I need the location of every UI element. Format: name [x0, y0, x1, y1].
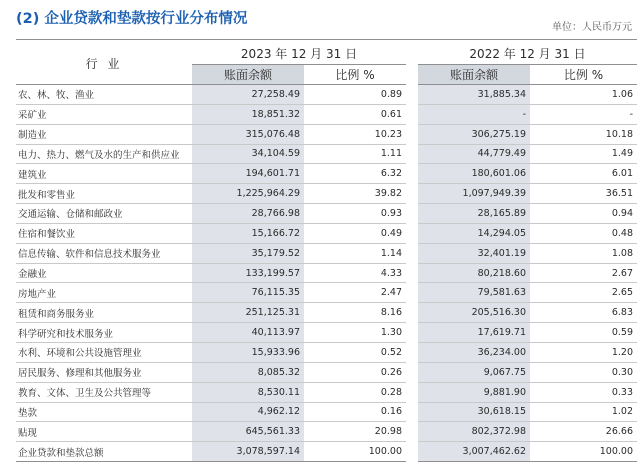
amount-2023-cell: 4,962.12: [192, 402, 304, 422]
ratio-2022-cell: 2.67: [530, 263, 637, 283]
industry-cell: 教育、文体、卫生及公共管理等: [16, 382, 192, 402]
table-row: [16, 144, 637, 164]
amount-2022-cell: -: [418, 104, 530, 124]
industry-cell: 贴现: [16, 422, 192, 442]
column-gap: [406, 124, 418, 144]
amount-2022-cell: 802,372.98: [418, 422, 530, 442]
table-row: [16, 243, 637, 263]
ratio-2023-header: 比例 %: [304, 65, 406, 85]
industry-cell: 制造业: [16, 124, 192, 144]
industry-cell: 垫款: [16, 402, 192, 422]
amount-2022-cell: 28,165.89: [418, 204, 530, 224]
ratio-2022-cell: 2.65: [530, 283, 637, 303]
table-row: [16, 362, 637, 382]
amount-2022-cell: 79,581.63: [418, 283, 530, 303]
ratio-2023-cell: 10.23: [304, 124, 406, 144]
industry-column-header: 行 业: [16, 43, 192, 85]
amount-2022-cell: 80,218.60: [418, 263, 530, 283]
ratio-2023-cell: 1.11: [304, 144, 406, 164]
industry-cell: 企业贷款和垫款总额: [16, 442, 192, 462]
ratio-2022-cell: 6.83: [530, 303, 637, 323]
ratio-2022-cell: 6.01: [530, 164, 637, 184]
ratio-2023-cell: 1.14: [304, 243, 406, 263]
amount-2023-cell: 8,530.11: [192, 382, 304, 402]
amount-2022-cell: 1,097,949.39: [418, 184, 530, 204]
amount-2023-cell: 35,179.52: [192, 243, 304, 263]
column-gap: [406, 422, 418, 442]
column-gap: [406, 164, 418, 184]
amount-2023-cell: 8,085.32: [192, 362, 304, 382]
period-2022-header: 2022 年 12 月 31 日: [418, 43, 637, 65]
ratio-2023-cell: 4.33: [304, 263, 406, 283]
column-gap: [406, 382, 418, 402]
ratio-2023-cell: 0.61: [304, 104, 406, 124]
industry-cell: 电力、热力、燃气及水的生产和供应业: [16, 144, 192, 164]
industry-cell: 交通运输、仓储和邮政业: [16, 204, 192, 224]
ratio-2022-cell: 0.30: [530, 362, 637, 382]
amount-2023-cell: 27,258.49: [192, 85, 304, 105]
amount-2023-cell: 34,104.59: [192, 144, 304, 164]
section-title: (2) 企业贷款和垫款按行业分布情况: [16, 11, 248, 27]
amount-2022-cell: 36,234.00: [418, 342, 530, 362]
column-gap: [406, 43, 418, 65]
column-gap: [406, 323, 418, 343]
ratio-2023-cell: 2.47: [304, 283, 406, 303]
column-gap: [406, 104, 418, 124]
industry-cell: 水利、环境和公共设施管理业: [16, 342, 192, 362]
amount-2023-cell: 28,766.98: [192, 204, 304, 224]
column-gap: [406, 243, 418, 263]
table-row: [16, 342, 637, 362]
column-gap: [406, 342, 418, 362]
amount-2023-cell: 315,076.48: [192, 124, 304, 144]
industry-cell: 房地产业: [16, 283, 192, 303]
ratio-2022-cell: -: [530, 104, 637, 124]
amount-2022-cell: 14,294.05: [418, 223, 530, 243]
amount-2023-header: 账面余额: [192, 65, 304, 85]
ratio-2022-header: 比例 %: [530, 65, 637, 85]
column-gap: [406, 402, 418, 422]
ratio-2022-cell: 1.20: [530, 342, 637, 362]
ratio-2022-cell: 0.33: [530, 382, 637, 402]
amount-2023-cell: 18,851.32: [192, 104, 304, 124]
period-2023-header: 2023 年 12 月 31 日: [192, 43, 406, 65]
table-row: [16, 422, 637, 442]
column-gap: [406, 144, 418, 164]
ratio-2023-cell: 0.89: [304, 85, 406, 105]
ratio-2023-cell: 6.32: [304, 164, 406, 184]
table-row: [16, 85, 637, 105]
ratio-2023-cell: 0.49: [304, 223, 406, 243]
table-row: [16, 323, 637, 343]
industry-cell: 信息传输、软件和信息技术服务业: [16, 243, 192, 263]
ratio-2023-cell: 39.82: [304, 184, 406, 204]
table-row: [16, 442, 637, 462]
industry-cell: 建筑业: [16, 164, 192, 184]
column-gap: [406, 184, 418, 204]
ratio-2022-cell: 10.18: [530, 124, 637, 144]
industry-cell: 采矿业: [16, 104, 192, 124]
amount-2023-cell: 194,601.71: [192, 164, 304, 184]
amount-2023-cell: 251,125.31: [192, 303, 304, 323]
ratio-2023-cell: 0.28: [304, 382, 406, 402]
amount-2022-cell: 31,885.34: [418, 85, 530, 105]
table-row: [16, 402, 637, 422]
table-row: [16, 283, 637, 303]
unit-label: 单位：人民币万元: [552, 22, 632, 33]
column-gap: [406, 362, 418, 382]
ratio-2023-cell: 0.16: [304, 402, 406, 422]
table-row: [16, 303, 637, 323]
amount-2022-cell: 3,007,462.62: [418, 442, 530, 462]
industry-cell: 金融业: [16, 263, 192, 283]
industry-cell: 居民服务、修理和其他服务业: [16, 362, 192, 382]
industry-cell: 科学研究和技术服务业: [16, 323, 192, 343]
ratio-2023-cell: 8.16: [304, 303, 406, 323]
ratio-2023-cell: 20.98: [304, 422, 406, 442]
amount-2022-cell: 17,619.71: [418, 323, 530, 343]
ratio-2022-cell: 1.06: [530, 85, 637, 105]
column-gap: [406, 65, 418, 85]
amount-2023-cell: 1,225,964.29: [192, 184, 304, 204]
amount-2022-cell: 180,601.06: [418, 164, 530, 184]
ratio-2023-cell: 0.52: [304, 342, 406, 362]
column-gap: [406, 204, 418, 224]
ratio-2022-cell: 1.02: [530, 402, 637, 422]
ratio-2023-cell: 0.93: [304, 204, 406, 224]
ratio-2023-cell: 1.30: [304, 323, 406, 343]
amount-2023-cell: 3,078,597.14: [192, 442, 304, 462]
amount-2022-cell: 44,779.49: [418, 144, 530, 164]
industry-cell: 租赁和商务服务业: [16, 303, 192, 323]
table-row: [16, 263, 637, 283]
amount-2022-cell: 9,067.75: [418, 362, 530, 382]
amount-2022-header: 账面余额: [418, 65, 530, 85]
amount-2022-cell: 32,401.19: [418, 243, 530, 263]
column-gap: [406, 223, 418, 243]
amount-2023-cell: 645,561.33: [192, 422, 304, 442]
amount-2022-cell: 30,618.15: [418, 402, 530, 422]
table-row: [16, 204, 637, 224]
ratio-2022-cell: 100.00: [530, 442, 637, 462]
industry-cell: 住宿和餐饮业: [16, 223, 192, 243]
amount-2023-cell: 76,115.35: [192, 283, 304, 303]
amount-2022-cell: 306,275.19: [418, 124, 530, 144]
amount-2023-cell: 15,933.96: [192, 342, 304, 362]
ratio-2022-cell: 0.94: [530, 204, 637, 224]
column-gap: [406, 263, 418, 283]
column-gap: [406, 442, 418, 462]
ratio-2022-cell: 1.49: [530, 144, 637, 164]
ratio-2023-cell: 0.26: [304, 362, 406, 382]
table-row: [16, 382, 637, 402]
amount-2023-cell: 40,113.97: [192, 323, 304, 343]
table-row: [16, 164, 637, 184]
ratio-2022-cell: 26.66: [530, 422, 637, 442]
ratio-2022-cell: 36.51: [530, 184, 637, 204]
industry-cell: 农、林、牧、渔业: [16, 85, 192, 105]
ratio-2023-cell: 100.00: [304, 442, 406, 462]
amount-2023-cell: 15,166.72: [192, 223, 304, 243]
ratio-2022-cell: 0.59: [530, 323, 637, 343]
column-gap: [406, 283, 418, 303]
industry-cell: 批发和零售业: [16, 184, 192, 204]
ratio-2022-cell: 0.48: [530, 223, 637, 243]
ratio-2022-cell: 1.08: [530, 243, 637, 263]
table-body: [16, 85, 637, 462]
table-row: [16, 184, 637, 204]
top-rule: [16, 39, 637, 40]
table-row: [16, 223, 637, 243]
amount-2022-cell: 205,516.30: [418, 303, 530, 323]
amount-2023-cell: 133,199.57: [192, 263, 304, 283]
table-row: [16, 104, 637, 124]
industry-loan-table: [16, 43, 637, 462]
column-gap: [406, 85, 418, 105]
table-row: [16, 124, 637, 144]
column-gap: [406, 303, 418, 323]
amount-2022-cell: 9,881.90: [418, 382, 530, 402]
